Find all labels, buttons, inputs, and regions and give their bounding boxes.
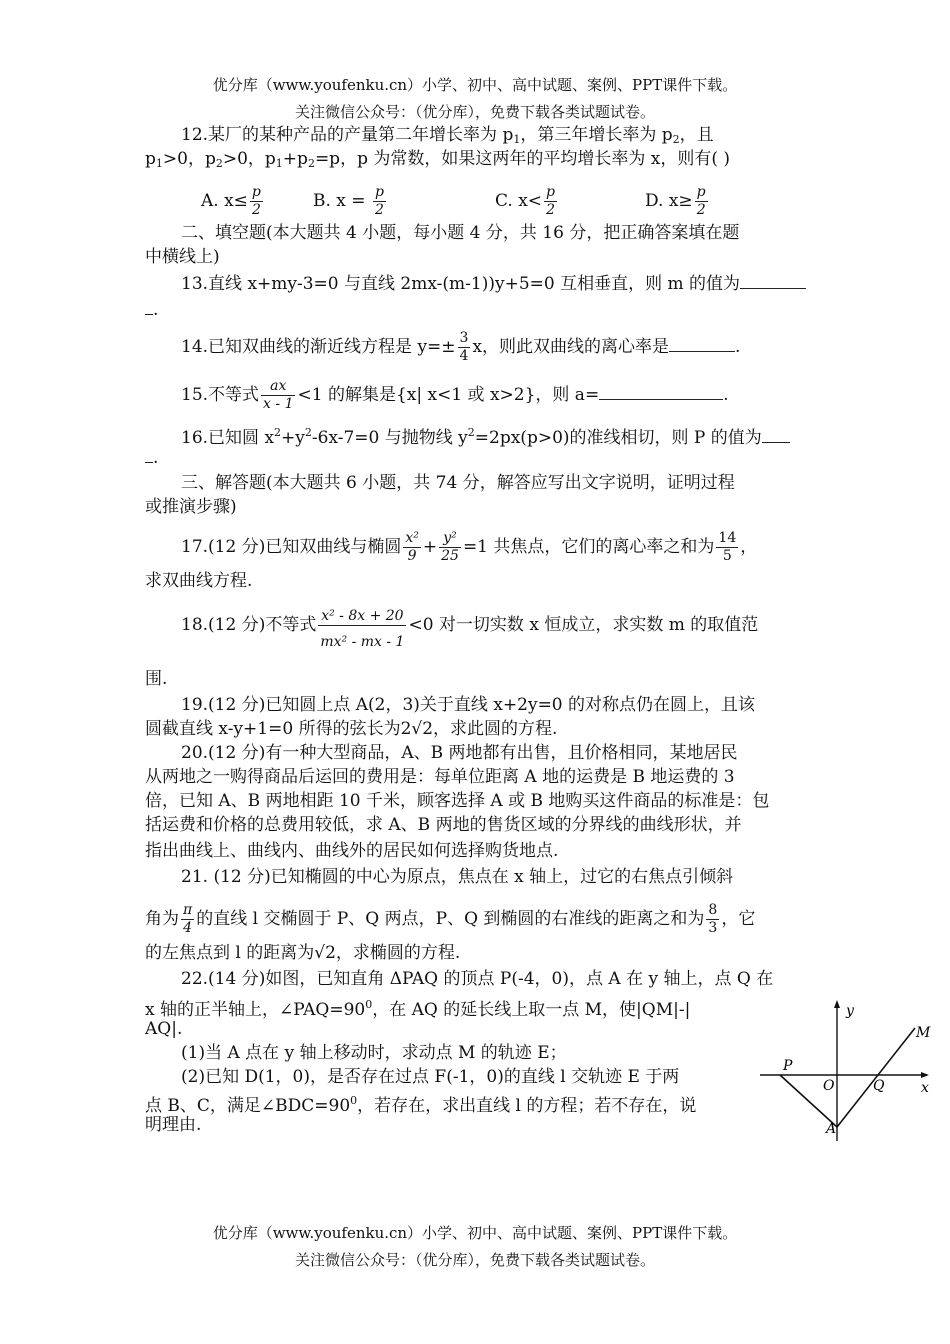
label-x: x [921, 1080, 929, 1096]
label-q: Q [873, 1078, 885, 1094]
q19-line-2: 圆截直线 x-y+1=0 所得的弦长为2√2，求此圆的方程. [145, 719, 558, 739]
q22-line-6: 点 B、C，满足$\angle BDC=90^0$，若存在，求出直线 l 的方程；若不存在，说 [145, 1094, 697, 1116]
q12-line-2: $p_1>0$，$p_2>0$，$p_1+p_2=p$，p 为常数，如果这两年的平均增长率为 x，则有( ) [145, 149, 731, 170]
x-axis-arrow [921, 1072, 929, 1078]
header-line-2: 关注微信公众号：（优分库），免费下载各类试题试卷。 [294, 103, 655, 121]
label-o: O [823, 1078, 835, 1094]
footer-line-1: 优分库（www.youfenku.cn）小学、初中、高中试题、案例、PPT课件下载。 [212, 1224, 738, 1242]
q15: 15.不等式 $\frac{ax}{x - 1}$ <1 的解集是{x| x<1 或 x>2}，则 a= . [181, 378, 729, 412]
section2-title-2: 中横线上) [145, 247, 220, 267]
q12-line-1: 12.某厂的某种产品的产量第二年增长率为 $p_1$，第三年增长率为 $p_2$，且 [181, 125, 714, 146]
q14: 14.已知双曲线的渐近线方程是 y=± $\frac{3}{4}$ x，则此双曲线的离心率是 . [181, 330, 741, 364]
q21-line-3: 的左焦点到 l 的距离为√2，求椭圆的方程. [145, 943, 461, 963]
section3-title-2: 或推演步骤) [145, 497, 237, 517]
q19-line-1: 19.(12 分)已知圆上点 A(2，3)关于直线 x+2y=0 的对称点仍在圆上，且该 [181, 695, 756, 715]
label-a: A [826, 1121, 837, 1137]
q22-line-7: 明理由. [145, 1115, 202, 1135]
root-2sqrt2: 2√2 [400, 719, 434, 739]
header-line-1: 优分库（www.youfenku.cn）小学、初中、高中试题、案例、PPT课件下载。 [212, 76, 738, 94]
option-b: B. x = $\frac{p}{2}$ [313, 184, 384, 218]
q12-options [145, 176, 810, 216]
q16-line-1: 16.已知圆 $x^2+y^2-6x-7=0$ 与抛物线 $y^2=2px(p>0)$的准线相切，则 P 的值为 [145, 422, 846, 449]
coordinate-figure [755, 995, 935, 1145]
q20-line-2: 从两地之一购得商品后运回的费用是：每单位距离 A 地的运费是 B 地运费的 3 [145, 767, 735, 787]
section2-title-1: 二、填空题(本大题共 4 小题，每小题 4 分，共 16 分，把正确答案填在题 [181, 223, 740, 243]
root-sqrt2: √2 [314, 943, 336, 963]
label-m: M [916, 1025, 931, 1041]
q18-line-1: 18.(12 分)不等式 $\frac{\text{x² - 8x + 20}}{\text{mx² - mx - 1}}$ <0 对一切实数 x 恒成立，求实数 m 的取值范 [181, 608, 759, 650]
q17-line-2: 求双曲线方程. [145, 571, 253, 591]
q13-line-1: 13.直线 x+my-3=0 与直线 2mx-(m-1))y+5=0 互相垂直，则 m 的值为 [145, 272, 846, 295]
footer-line-2: 关注微信公众号：（优分库），免费下载各类试题试卷。 [294, 1251, 655, 1269]
section3-title-1: 三、解答题(本大题共 6 小题，共 74 分，解答应写出文字说明，证明过程 [181, 473, 735, 493]
option-c: C. x< $\frac{p}{2}$ [495, 184, 556, 218]
q20-line-3: 倍，已知 A、B 两地相距 10 千米，顾客选择 A 或 B 地购买这件商品的标准是：包 [145, 791, 770, 811]
q20-line-1: 20.(12 分)有一种大型商品，A、B 两地都有出售，且价格相同，某地居民 [181, 743, 738, 763]
q18-line-2: 围. [145, 669, 168, 689]
q22-line-2: x 轴的正半轴上，$\angle PAQ=90^0$，在 AQ 的延长线上取一点 M，使|QM|-| [145, 998, 691, 1020]
q13-line-2: . [145, 298, 810, 321]
q21-line-2: 角为 $\frac{\pi}{4}$ 的直线 l 交椭圆于 P、Q 两点，P、Q 到椭圆的右准线的距离之和为 $\frac{8}{3}$ ，它 [145, 902, 756, 936]
y-axis-arrow [834, 1000, 840, 1008]
q20-line-4: 括运费和价格的总费用较低，求 A、B 两地的售货区域的分界线的曲线形状，并 [145, 815, 742, 835]
q22-line-3: AQ|. [145, 1019, 183, 1039]
option-d: D. x≥ $\frac{p}{2}$ [645, 184, 706, 218]
q21-line-1: 21. (12 分)已知椭圆的中心为原点，焦点在 x 轴上，过它的右焦点引倾斜 [181, 867, 734, 887]
q22-line-1: 22.(14 分)如图，已知直角 ΔPAQ 的顶点 P(-4，0)，点 A 在 y 轴上，点 Q 在 [181, 969, 774, 989]
q22-line-5: (2)已知 D(1，0)，是否存在过点 F(-1，0)的直线 l 交轨迹 E 于两 [181, 1067, 680, 1087]
label-y: y [846, 1003, 854, 1019]
option-a: A. x≤ $\frac{p}{2}$ [201, 184, 261, 218]
q16-line-2: . [145, 446, 810, 469]
q17-line-1: 17.(12 分)已知双曲线与椭圆 $\frac{\text{x²}}{9}$ + $\frac{\text{y²}}{25}$ =1 共焦点，它们的离心率之和为 $\frac{14}{5}$ ， [181, 530, 758, 564]
q20-line-5: 指出曲线上、曲线内、曲线外的居民如何选择购货地点. [145, 841, 559, 861]
q22-line-4: (1)当 A 点在 y 轴上移动时，求动点 M 的轨迹 E； [181, 1043, 567, 1063]
label-p: P [783, 1058, 793, 1074]
